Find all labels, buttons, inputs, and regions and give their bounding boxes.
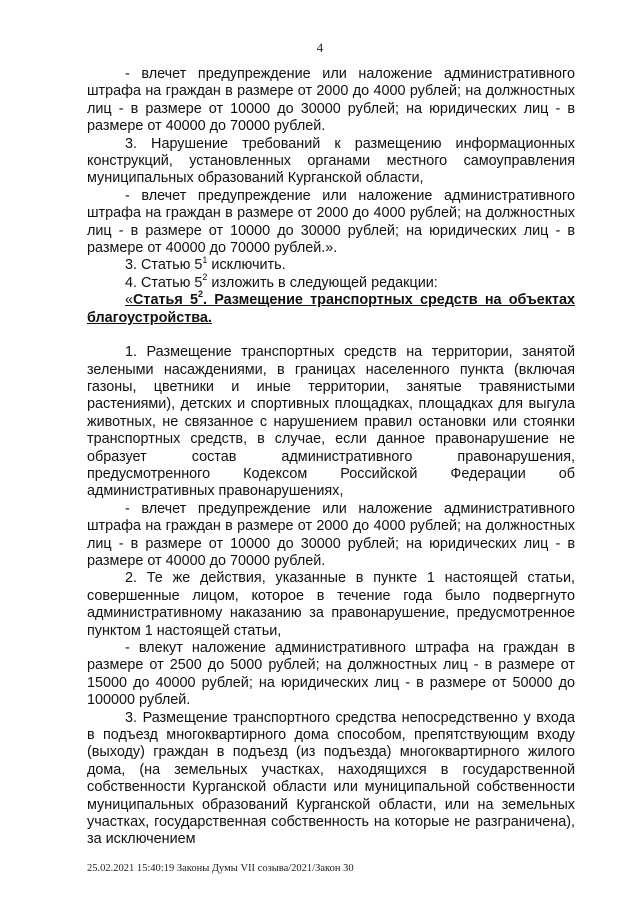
footer-stamp: 25.02.2021 15:40:19 Законы Думы VII созыва/2021/Закон 30 bbox=[87, 863, 354, 874]
paragraph-article-item-1: 1. Размещение транспортных средств на территории, занятой зелеными насаждениями, в границах населенного пункта (включая газоны, цветники и иные территории, занятые травянистыми растениями), детских и спортивных площадках, площадках для выгула животных, не связанное с нарушением правил остановки или стоянки транспортных средств, в случае, если данное правонарушение не образует состав административного правонарушения, предусмотренного Кодексом Российской Федерации об административных правонарушениях, bbox=[87, 344, 575, 500]
paragraph-penalty-1: - влечет предупреждение или наложение административного штрафа на граждан в размере от 2000 до 4000 рублей; на должностных лиц - в размере от 10000 до 30000 рублей; на юридических лиц - в размере от 40000 до 70000 рублей. bbox=[87, 66, 575, 135]
paragraph-amend-3: 3. Статью $5^1$ исключить. bbox=[125, 254, 286, 274]
paragraph-amend-4: 4. Статью $5^2$ изложить в следующей редакции: bbox=[125, 272, 438, 291]
paragraph-penalty-2: - влечет предупреждение или наложение административного штрафа на граждан в размере от 2000 до 4000 рублей; на должностных лиц - в размере от 10000 до 30000 рублей; на юридических лиц - в размере от 40000 до 70000 рублей.». bbox=[87, 187, 575, 257]
paragraph-penalty-3: - влечет предупреждение или наложение административного штрафа на граждан в размере от 2000 до 4000 рублей; на должностных лиц - в размере от 10000 до 30000 рублей; на юридических лиц - в размере от 40000 до 70000 рублей. bbox=[87, 500, 575, 569]
paragraph-article-item-2: 2. Те же действия, указанные в пункте 1 настоящей статьи, совершенные лицом, которое в течение года было подвергнуто административному наказанию за правонарушение, предусмотренное пунктом 1 настоящей статьи, bbox=[87, 570, 575, 639]
paragraph-article-item-3: 3. Размещение транспортного средства непосредственно у входа в подъезд многоквартирного дома способом, препятствующим входу (выходу) граждан в подъезд (из подъезда) многоквартирного жилого дома, (на земельных участках, находящихся в государственной собственности Курганской области или муниципальной собственности муниципальных образований Курганской области, или на земельных участках, государственная собственность на которые не разграничена), за исключением bbox=[87, 709, 575, 848]
article-heading: «Статья $5^2$. Размещение транспортных средств на объектах благоустройства. bbox=[87, 289, 575, 326]
page-number: 4 bbox=[316, 40, 324, 55]
paragraph-penalty-4: - влекут наложение административного штрафа на граждан в размере от 2500 до 5000 рублей; на должностных лиц - в размере от 15000 до 40000 рублей; на юридических лиц - в размере от 50000 до 100000 рублей. bbox=[87, 640, 575, 709]
paragraph-item-3: 3. Нарушение требований к размещению информационных конструкций, установленных органами местного самоуправления муниципальных образований Курганской области, bbox=[87, 135, 575, 187]
document-body bbox=[87, 66, 575, 849]
